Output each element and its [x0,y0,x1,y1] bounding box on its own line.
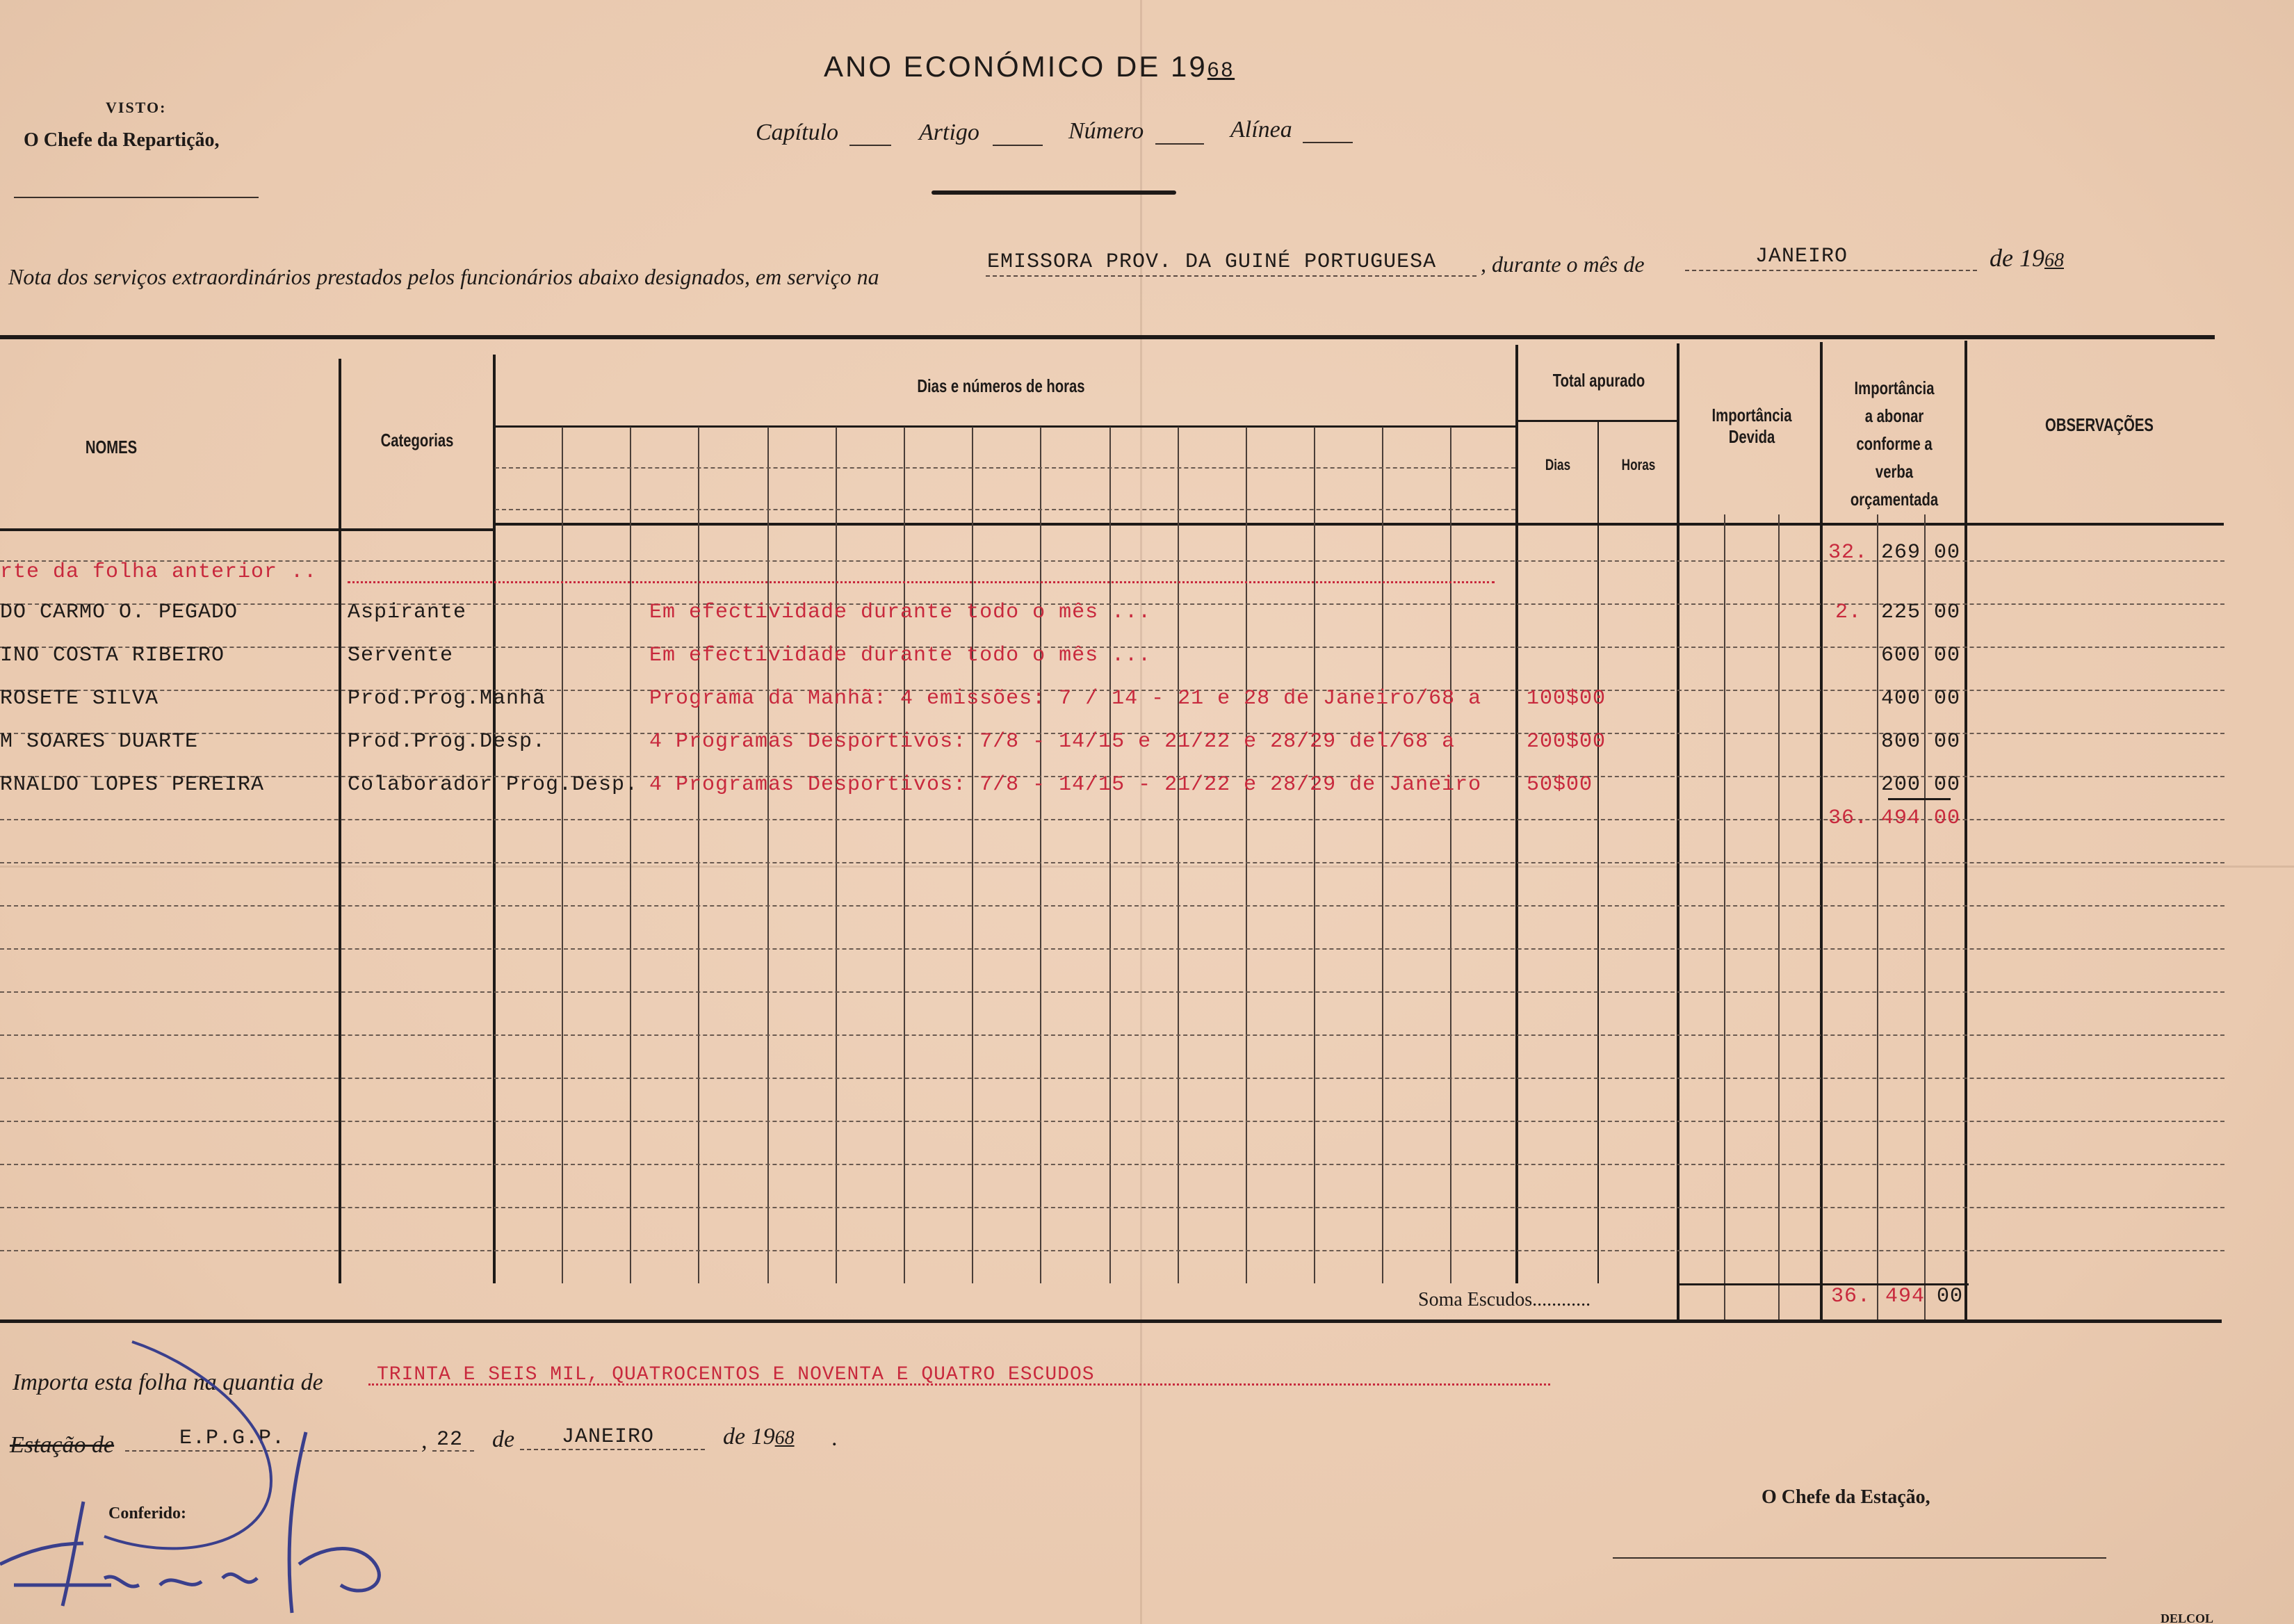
row-esc: 2. [1835,601,1862,624]
row-nome: ROSETE SILVA [0,687,159,710]
document-title: ANO ECONÓMICO DE 1968 [824,50,1235,83]
artigo-field [993,145,1043,146]
row-nome: INO COSTA RIBEIRO [0,644,225,667]
header-importancia-devida: Importância Devida [1711,405,1792,447]
header-total-apurado: Total apurado [1552,370,1645,391]
mes-field-line [1685,270,1977,271]
servico-field-line [986,275,1477,277]
data-ano: de 1968 [723,1424,795,1450]
importa-dots [368,1383,1550,1386]
header-total-dias: Dias [1545,456,1571,473]
day-column-divider [630,427,631,1283]
col-divider [339,359,341,1283]
header-dias-horas: Dias e números de horas [917,375,1085,396]
row-rule [0,1078,2224,1079]
row-descricao: Em efectividade durante todo o mês ... [649,601,1152,624]
mes-value: JANEIRO [1755,245,1848,268]
row-descricao: 4 Programas Desportivos: 7/8 - 14/15 - 21/22 e 28/29 de Janeiro [649,773,1482,797]
row-categoria: Prod.Prog.Desp. [348,730,546,754]
day-column-divider [972,427,973,1283]
table-top-rule [0,335,2215,339]
importa-valor: TRINTA E SEIS MIL, QUATROCENTOS E NOVENTA E QUATRO ESCUDOS [377,1364,1095,1386]
table-bottom-rule [0,1320,2222,1323]
transporte-esc: 32. [1828,541,1869,565]
row-descricao: Em efectividade durante todo o mês ... [649,644,1152,667]
nota-prefix: Nota dos serviços extraordinários prestados pelos funcionários abaixo designados, em serviço na [8,264,879,289]
row-nome: DO CARMO O. PEGADO [0,601,238,624]
header-importancia-abonar: Importância a abonar conforme a verba orçamentada [1850,377,1939,510]
durante-label: , durante o mês de [1481,252,1645,277]
row-rule [0,991,2224,993]
capitulo-field [849,145,891,146]
data-mes: JANEIRO [562,1425,655,1449]
header-observacoes: OBSERVAÇÕES [2045,414,2154,435]
handwritten-signature [0,1335,431,1624]
estacao-valor: E.P.G.P. [179,1427,286,1450]
day-column-divider [698,427,699,1283]
col-divider [1597,421,1599,1283]
alinea-field [1303,142,1353,143]
money-column-divider [1778,514,1780,1320]
day-column-divider [1382,427,1383,1283]
row-val: 800 [1881,730,1921,754]
conferido-label: Conferido: [108,1504,186,1522]
row-cts: 00 [1934,644,1961,667]
soma-esc: 36. [1831,1285,1871,1308]
numero-label: Número [1068,118,1144,144]
day-column-divider [904,427,905,1283]
row-val: 400 [1881,687,1921,710]
row-rule [0,1121,2224,1122]
row-categoria: Prod.Prog.Manhã [348,687,546,710]
row-rule [0,1250,2224,1251]
header-total-horas: Horas [1621,456,1656,473]
days-subheader-rule [494,425,1516,428]
row-rule [0,862,2224,863]
soma-val: 494 [1885,1285,1926,1308]
day-column-divider [767,427,769,1283]
transporte-cts: 00 [1934,541,1961,565]
artigo-label: Artigo [919,120,979,145]
importa-label: Importa esta folha na quantia de [13,1370,323,1395]
money-column-divider [1924,514,1926,1320]
header-bottom-rule [339,528,493,531]
de-label: de [492,1427,515,1452]
day-header-rule [495,467,1515,469]
de-year-label: de 1968 [1990,244,2064,272]
row-rule [0,1034,2224,1036]
row-cts: 00 [1934,687,1961,710]
row-nome: RNALDO LOPES PEREIRA [0,773,265,797]
fold-line [0,866,2294,868]
row-rule [0,905,2224,907]
row-rule [0,1207,2224,1208]
data-dia: 22 [437,1428,464,1452]
soma-label: Soma Escudos............ [1418,1289,1591,1310]
row-categoria: Aspirante [348,601,467,624]
row-val: 600 [1881,644,1921,667]
row-cts: 00 [1934,730,1961,754]
chefe-signature-line [1613,1557,2106,1559]
day-column-divider [1178,427,1179,1283]
col-divider [1820,342,1823,1320]
header-bottom-rule [0,528,339,531]
row-cts: 00 [1934,773,1961,797]
row-categoria: Servente [348,644,454,667]
row-nome: M SOARES DUARTE [0,730,199,754]
printer-mark: DELCOL [2161,1611,2214,1624]
subtotal-val: 494 [1881,806,1921,830]
signature-line [14,197,259,198]
row-categoria: Colaborador Prog.Desp. [348,773,639,797]
servico-value: EMISSORA PROV. DA GUINÉ PORTUGUESA [987,250,1437,274]
row-rule [0,948,2224,950]
day-header-rule [495,509,1515,510]
period: . [831,1425,838,1451]
day-column-divider [1314,427,1315,1283]
subtotal-esc: 36. [1828,806,1869,830]
transporte-label: rte da folha anterior .. [0,560,318,584]
day-column-divider [1109,427,1111,1283]
row-total: 200$00 [1527,730,1606,754]
row-total: 50$00 [1527,773,1593,797]
col-divider [1964,341,1967,1320]
col-divider [1677,343,1679,1320]
money-column-divider [1877,514,1878,1320]
day-column-divider [562,427,563,1283]
alinea-label: Alínea [1230,117,1292,143]
row-rule [0,1164,2224,1165]
estacao-label: Estação de [10,1432,115,1458]
fold-line [1140,0,1142,1624]
dia-field-line [432,1450,474,1452]
transporte-val: 269 [1881,541,1921,565]
row-val: 200 [1881,773,1921,797]
subtotal-rule [1888,798,1951,800]
soma-cts: 00 [1937,1285,1964,1308]
day-column-divider [836,427,837,1283]
day-column-divider [1450,427,1451,1283]
mes-field-line [520,1449,705,1450]
chefe-estacao-label: O Chefe da Estação, [1762,1486,1930,1508]
transporte-dots [348,581,1495,583]
header-categorias: Categorias [380,430,454,450]
chefe-reparticao-label: O Chefe da Repartição, [24,129,220,151]
header-nomes: NOMES [85,437,138,457]
header-rule [932,190,1176,195]
capitulo-label: Capítulo [756,120,839,145]
row-cts: 00 [1934,601,1961,624]
subtotal-cts: 00 [1934,806,1961,830]
numero-field [1155,143,1204,145]
row-val: 225 [1881,601,1921,624]
day-column-divider [1040,427,1041,1283]
comma: , [421,1428,428,1454]
day-column-divider [1246,427,1247,1283]
col-divider [1515,345,1518,1283]
row-total: 100$00 [1527,687,1606,710]
money-column-divider [1724,514,1725,1320]
row-descricao: 4 Programas Desportivos: 7/8 - 14/15 e 21/22 e 28/29 del/68 a [649,730,1456,754]
visto-label: VISTO: [106,99,167,116]
row-descricao: Programa da Manhã: 4 emissões: 7 / 14 - 21 e 28 de Janeiro/68 a [649,687,1482,710]
